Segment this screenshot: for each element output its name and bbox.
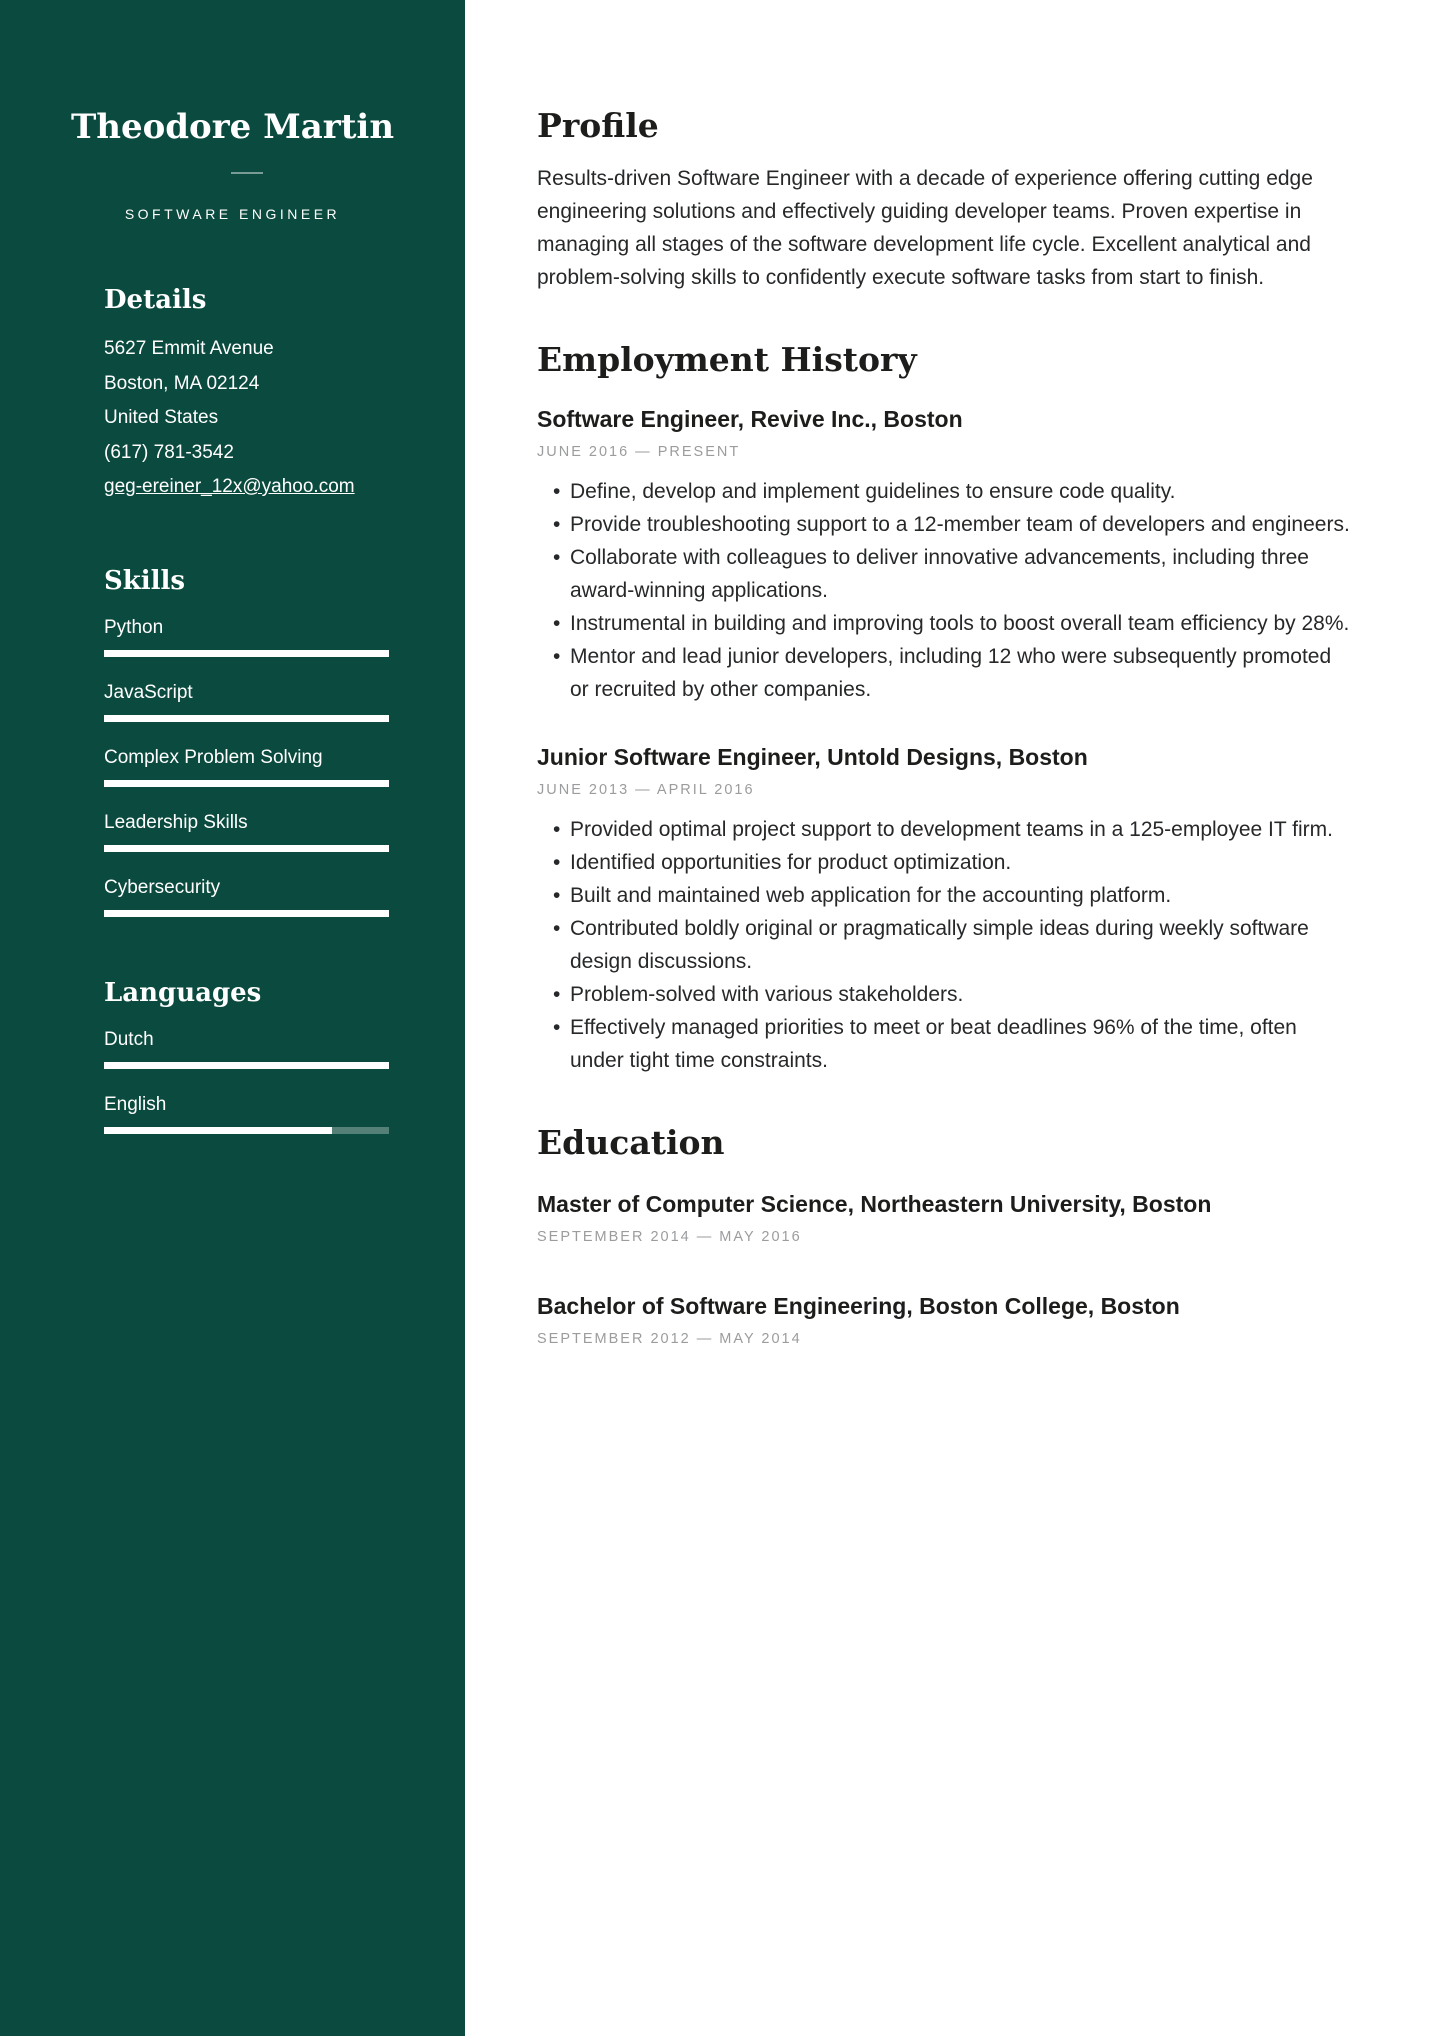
detail-line: Boston, MA 02124 (104, 372, 260, 394)
skills-heading: Skills (104, 565, 186, 596)
main-content (465, 0, 1440, 2036)
language-label: English (104, 1093, 167, 1115)
education-section (537, 1121, 1352, 1349)
candidate-name: Theodore Martin (70, 107, 395, 147)
profile-section (537, 104, 1352, 294)
education-dates: SEPTEMBER 2012 — MAY 2014 (537, 1331, 802, 1347)
job-bullet: • Provided optimal project support to development teams in a 125-employee IT firm. (537, 813, 1352, 846)
language-label: Dutch (104, 1028, 154, 1050)
skill-label: Complex Problem Solving (104, 746, 323, 768)
skill-item (104, 745, 389, 787)
skill-item (104, 680, 389, 722)
job-bullet: • Identified opportunities for product optimization. (537, 846, 1352, 879)
job-bullet: • Mentor and lead junior developers, including 12 who were subsequently promoted or recruited by other companies. (537, 640, 1352, 706)
job-dates: JUNE 2013 — APRIL 2016 (537, 782, 755, 798)
language-level-bar (104, 1127, 389, 1134)
skill-level-bar (104, 845, 389, 852)
employment-section (537, 338, 1352, 1077)
skill-level-fill (104, 780, 389, 787)
education-title: Master of Computer Science, Northeastern University, Boston (537, 1191, 1212, 1217)
skill-level-fill (104, 715, 389, 722)
skills-section (104, 563, 389, 917)
job-bullet: • Built and maintained web application for the accounting platform. (537, 879, 1352, 912)
skill-item (104, 875, 389, 917)
job-bullet: • Contributed boldly original or pragmatically simple ideas during weekly software design discussions. (537, 912, 1352, 978)
language-item (104, 1027, 389, 1069)
education-heading: Education (537, 1123, 725, 1162)
details-lines (104, 332, 389, 470)
job-title: Software Engineer, Revive Inc., Boston (537, 406, 963, 432)
skill-level-bar (104, 650, 389, 657)
profile-heading: Profile (537, 106, 659, 145)
language-level-bar (104, 1062, 389, 1069)
name-divider (231, 172, 263, 174)
job-bullets (537, 475, 1352, 706)
language-level-fill (104, 1127, 332, 1134)
skill-level-bar (104, 910, 389, 917)
detail-line: United States (104, 407, 219, 428)
language-level-fill (104, 1062, 389, 1069)
job-bullet: • Problem-solved with various stakeholders. (537, 978, 1352, 1011)
job-bullet: • Instrumental in building and improving tools to boost overall team efficiency by 28%. (537, 607, 1352, 640)
job-bullets (537, 813, 1352, 1077)
skill-label: Leadership Skills (104, 811, 248, 833)
skill-level-bar (104, 715, 389, 722)
skill-level-fill (104, 845, 389, 852)
skill-label: Cybersecurity (104, 876, 221, 898)
languages-heading: Languages (104, 977, 262, 1008)
job-bullet: • Define, develop and implement guidelines to ensure code quality. (537, 475, 1352, 508)
detail-line: 5627 Emmit Avenue (104, 338, 274, 359)
skill-label: Python (104, 616, 164, 638)
job-entry (537, 742, 1352, 1077)
education-title: Bachelor of Software Engineering, Boston College, Boston (537, 1293, 1180, 1319)
candidate-role: SOFTWARE ENGINEER (124, 206, 341, 222)
education-entry (537, 1189, 1352, 1247)
employment-heading: Employment History (537, 340, 917, 379)
education-entry (537, 1291, 1352, 1349)
languages-section (104, 975, 389, 1134)
job-bullet: • Provide troubleshooting support to a 12-member team of developers and engineers. (537, 508, 1352, 541)
details-section (104, 282, 389, 505)
job-bullet: • Collaborate with colleagues to deliver innovative advancements, including three award-winning applications. (537, 541, 1352, 607)
skill-level-bar (104, 780, 389, 787)
email-link[interactable]: geg-ereiner_12x@yahoo.com (104, 476, 355, 497)
skill-item (104, 615, 389, 657)
job-dates: JUNE 2016 — PRESENT (537, 444, 741, 460)
skill-level-fill (104, 650, 389, 657)
detail-line: (617) 781-3542 (104, 441, 234, 463)
skill-item (104, 810, 389, 852)
job-title: Junior Software Engineer, Untold Designs, Boston (537, 744, 1088, 770)
skill-label: JavaScript (104, 681, 193, 703)
details-heading: Details (104, 285, 207, 315)
job-entry (537, 404, 1352, 706)
email-row (104, 470, 389, 505)
language-item (104, 1092, 389, 1134)
sidebar (0, 0, 465, 2036)
profile-text: Results-driven Software Engineer with a decade of experience offering cutting edge engineering solutions and effectively guiding developer teams. Proven expertise in managing all stages of the software development life cycle. Excellent analytical and problem-solving skills to confidently execute software tasks from start to finish. (537, 167, 1313, 289)
education-dates: SEPTEMBER 2014 — MAY 2016 (537, 1229, 802, 1245)
skill-level-fill (104, 910, 389, 917)
job-bullet: • Effectively managed priorities to meet or beat deadlines 96% of the time, often under tight time constraints. (537, 1011, 1352, 1077)
